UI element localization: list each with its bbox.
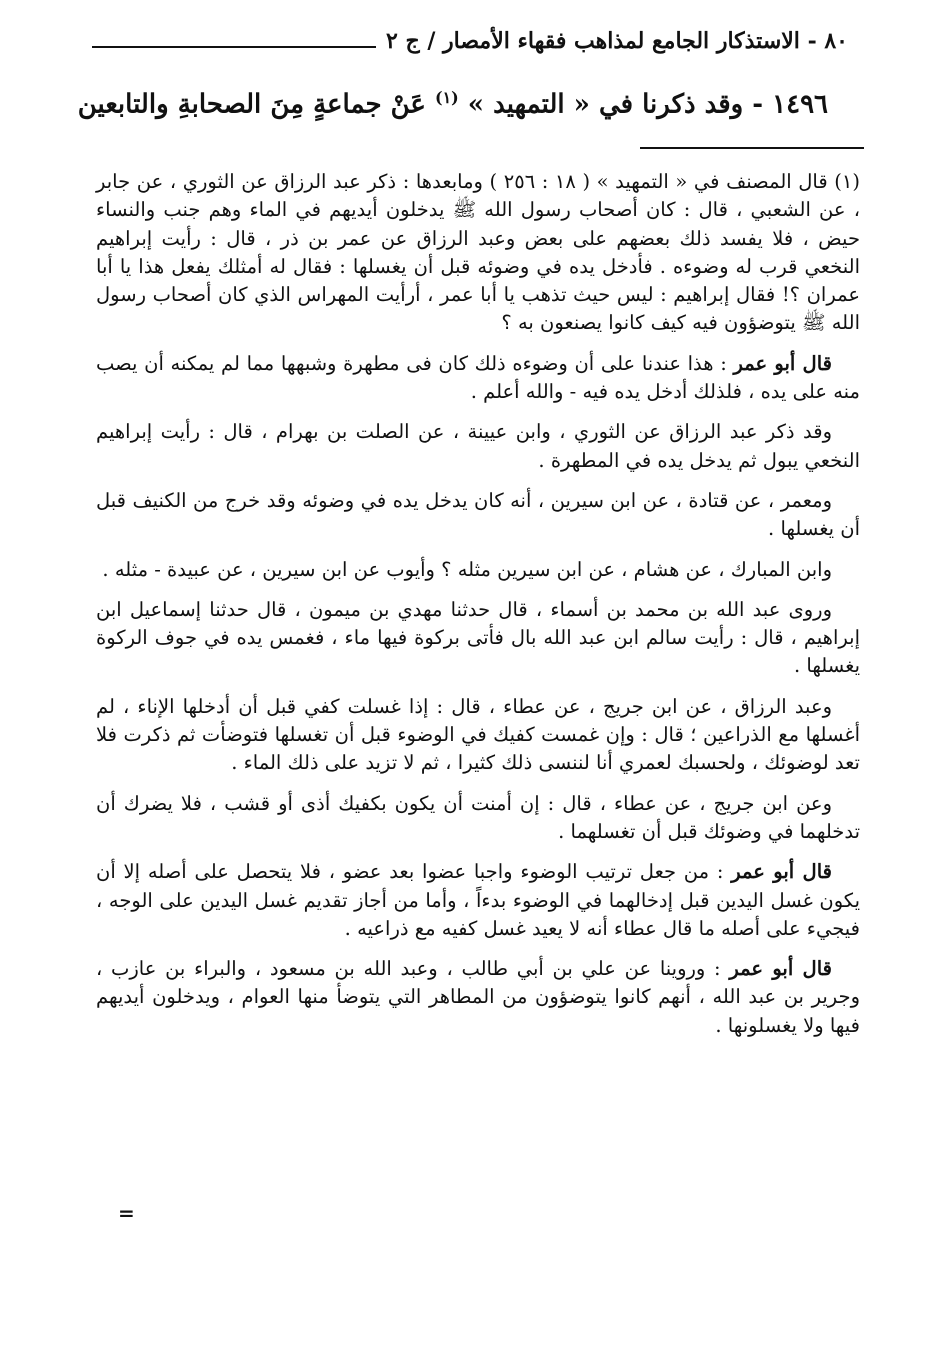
paragraph-text: وعن ابن جريج ، عن عطاء ، قال : إن أمنت أن يكون بكفيك أذى أو قشب ، فلا يضرك أن تدخلهما في وضوئك قبل أن تغسلهما . <box>96 791 860 843</box>
paragraph-text: (١) قال المصنف في « التمهيد » ( ١٨ : ٢٥٦ ) ومابعدها : ذكر عبد الرزاق عن الثوري ، عن جابر ، عن الشعبي ، قال : كان أصحاب رسول الله ﷺ يدخلون أيديهم في الماء وهم جنب والنساء حيض ، فلا يفسد ذلك بعضهم على بعض وعبد الرزاق عن عمر بن ذر ، قال : رأيت إبراهيم النخعي قرب له وضوءه . فأدخل يده في وضوئه قبل أن يغسلها : فقال له أمثلك يفعل هذا يا أبا عمران ؟! فقال إبراهيم : ليس حيث تذهب يا أبا عمر ، أرأيت المهراس الذي كان أصحاب رسول الله ﷺ يتوضؤون فيه كيف كانوا يصنعون به ؟ <box>96 170 860 335</box>
paragraph-text: : هذا عندنا على أن وضوءه ذلك كان فى مطهرة وشبهها مما لم يمكنه أن يصب منه على يده ، فلذلك أدخل يده فيه - والله أعلم . <box>96 351 860 404</box>
main-text-line <box>77 88 828 120</box>
paragraph-text: وقد ذكر عبد الرزاق عن الثوري ، وابن عيينة ، عن الصلت بن بهرام ، قال : رأيت إبراهيم النخعي يبول ثم يدخل يده في المطهرة . <box>96 420 860 472</box>
continuation-mark: = <box>118 1201 135 1225</box>
footnote-paragraph <box>96 487 860 544</box>
footnote-paragraph <box>96 556 860 584</box>
footnote-paragraph <box>96 790 860 847</box>
footnote-paragraph <box>96 955 860 1040</box>
footnote-reference: (١) <box>434 88 459 107</box>
footnote-separator <box>640 147 864 149</box>
footnote-paragraph <box>96 693 860 778</box>
paragraph-text: وابن المبارك ، عن هشام ، عن ابن سيرين مثله ؟ وأيوب عن ابن سيرين ، عن عبيدة - مثله . <box>102 557 832 581</box>
footnote-paragraph <box>96 596 860 681</box>
header-rule <box>92 46 376 48</box>
paragraph-lead: قال أبو عمر <box>733 351 832 375</box>
footnote-paragraph <box>96 168 860 338</box>
footnote-paragraph <box>96 418 860 475</box>
footnote-paragraph <box>96 858 860 943</box>
paragraph-text: وروى عبد الله بن محمد بن أسماء ، قال حدثنا مهدي بن ميمون ، قال حدثنا إسماعيل ابن إبراهيم ، قال : رأيت سالم ابن عبد الله بال فأتى بركوة فيها ماء ، فغمس يده في جوف الركوة يغسلها . <box>96 597 860 678</box>
footnote-paragraph <box>96 350 860 407</box>
paragraph-text: ومعمر ، عن قتادة ، عن ابن سيرين ، أنه كان يدخل يده في وضوئه وقد خرج من الكنيف قبل أن يغسلها . <box>96 488 860 541</box>
paragraph-text: : من جعل ترتيب الوضوء واجبا عضوا بعد عضو ، فلا يتحصل على أصله إلا أن يكون غسل اليدين قبل إدخالهما في الوضوء بدءاً ، وأما من أجاز تقديم غسل اليدين على الوجه ، فيجيء على أصله ما قال عطاء أنه لا يعيد غسل كفيه مع ذراعيه . <box>96 860 860 940</box>
paragraph-text: وعبد الرزاق ، عن ابن جريج ، عن عطاء ، قال : إذا غسلت كفي قبل أن أدخلها الإناء ، لم أغسلها مع الذراعين ؛ قال : وإن غمست كفيك في الوضوء قبل أن تغسلها فتوضأت ثم ذكرت فلا تعد لوضوئك ، ولحسبك لعمري أنا لننسى ذلك كثيرا ، ثم لا تزيد على ذلك الماء . <box>96 694 860 775</box>
main-text-start: ١٤٩٦ - وقد ذكرنا في « التمهيد » <box>458 89 828 120</box>
header-title: ٨٠ - الاستذكار الجامع لمذاهب فقهاء الأمصار / ج ٢ <box>385 28 848 54</box>
paragraph-lead: قال أبو عمر <box>729 957 832 981</box>
footnote-body <box>96 168 860 1052</box>
main-text-end: عَنْ جماعةٍ مِنَ الصحابةِ والتابعين <box>77 89 435 120</box>
paragraph-lead: قال أبو عمر <box>731 860 832 884</box>
running-header <box>92 28 848 54</box>
paragraph-text: : وروينا عن علي بن أبي طالب ، وعبد الله بن مسعود ، والبراء بن عازب ، وجرير بن عبد الله ، أنهم كانوا يتوضؤون من المطاهر التي يتوضأ منها العوام ، ويدخلون أيديهم فيها ولا يغسلونها . <box>96 957 860 1037</box>
